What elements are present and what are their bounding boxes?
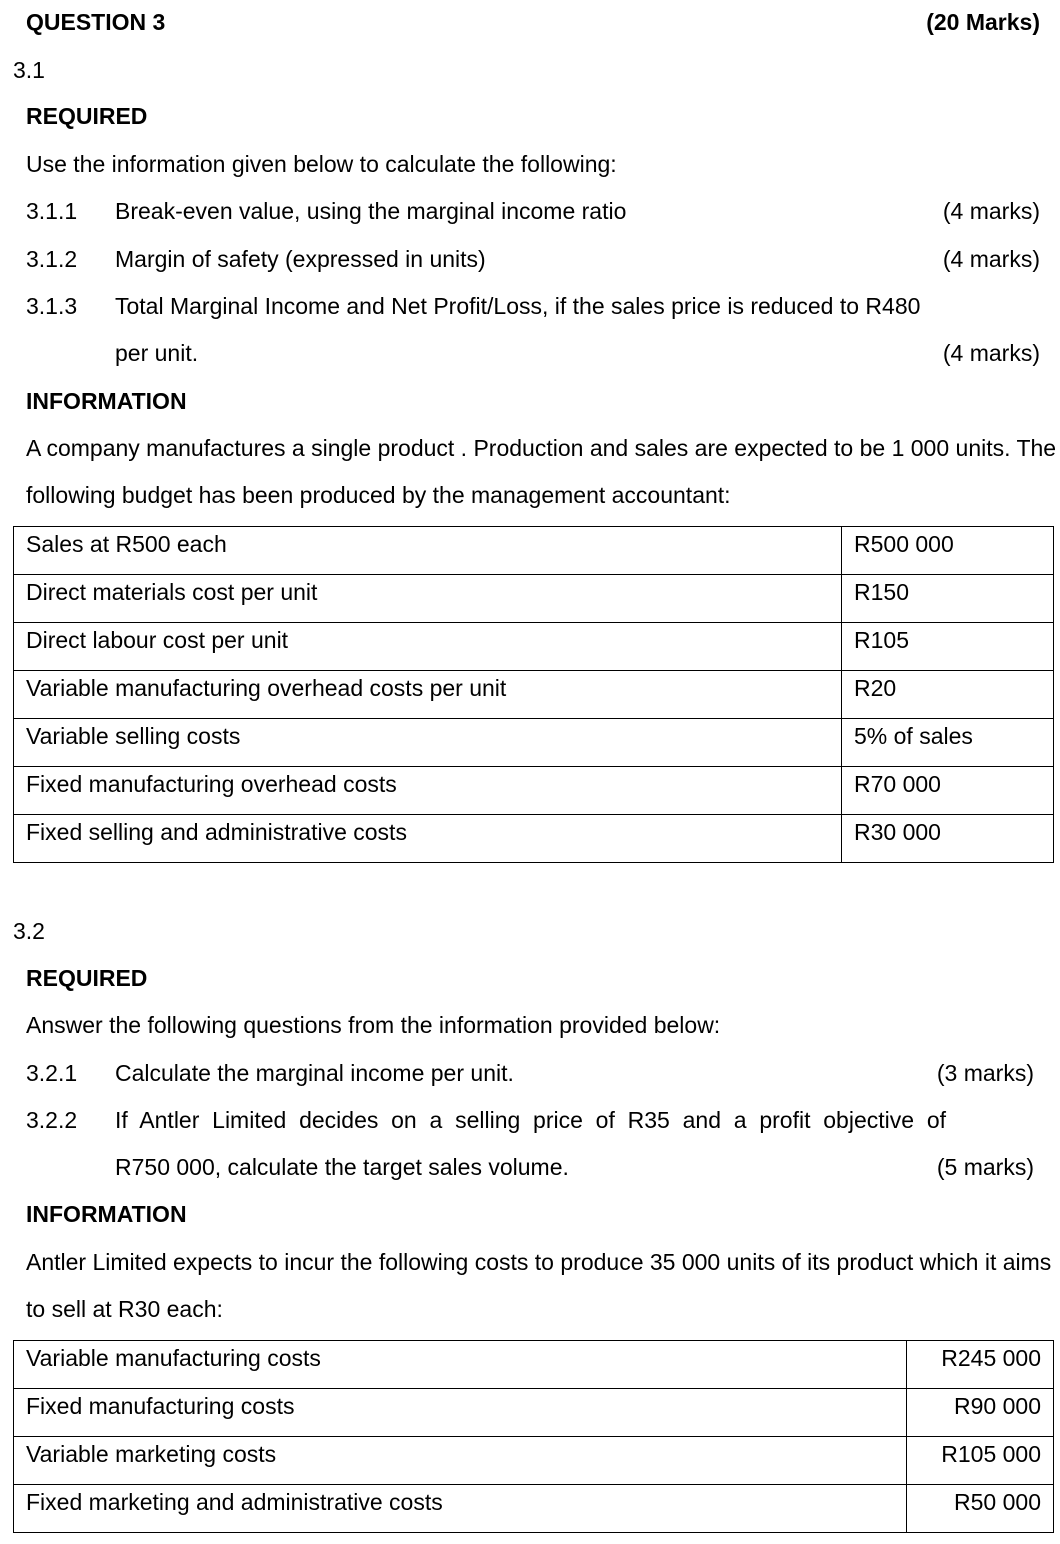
item-number: 3.2.1 — [26, 1060, 78, 1086]
information-text-line: A company manufactures a single product . Production and sales are expected to be 1 000 units. The — [26, 435, 1057, 461]
table-cell-value: 5% of sales — [842, 719, 1054, 767]
table-cell-value: R105 — [842, 623, 1054, 671]
item-text-continued: R750 000, calculate the target sales volume. — [115, 1154, 569, 1180]
table-cell-value: R245 000 — [907, 1341, 1054, 1389]
table-row — [14, 1389, 1054, 1437]
table-cell-value: R500 000 — [842, 527, 1054, 575]
table-cell-value: R105 000 — [907, 1437, 1054, 1485]
table-row — [14, 1341, 1054, 1389]
table-row — [14, 815, 1054, 863]
table-row — [14, 1485, 1054, 1533]
table-row — [14, 575, 1054, 623]
table-cell-label: Direct labour cost per unit — [14, 623, 842, 671]
table-cell-label: Variable marketing costs — [14, 1437, 907, 1485]
intro-3-1: Use the information given below to calculate the following: — [26, 151, 617, 177]
table-row — [14, 767, 1054, 815]
item-number: 3.2.2 — [26, 1107, 78, 1133]
table-row — [14, 671, 1054, 719]
item-text: Break-even value, using the marginal income ratio — [115, 198, 627, 224]
table-cell-value: R70 000 — [842, 767, 1054, 815]
information-text-line: Antler Limited expects to incur the following costs to produce 35 000 units of its product which it aims — [26, 1249, 1052, 1275]
information-heading-3-2: INFORMATION — [26, 1201, 187, 1227]
section-number-3-2: 3.2 — [13, 918, 45, 944]
item-number: 3.1.3 — [26, 293, 78, 319]
item-marks: (4 marks) — [942, 340, 1040, 366]
question-title: QUESTION 3 — [26, 9, 166, 35]
table-row — [14, 719, 1054, 767]
table-cell-label: Sales at R500 each — [14, 527, 842, 575]
item-text: Margin of safety (expressed in units) — [115, 246, 486, 272]
item-text-continued: per unit. — [115, 340, 199, 366]
item-number: 3.1.1 — [26, 198, 78, 224]
costs-table-3-2 — [13, 1340, 1054, 1533]
section-number-3-1: 3.1 — [13, 57, 45, 83]
information-text-line: to sell at R30 each: — [26, 1296, 223, 1322]
item-text: Calculate the marginal income per unit. — [115, 1060, 514, 1086]
table-cell-value: R150 — [842, 575, 1054, 623]
table-cell-label: Direct materials cost per unit — [14, 575, 842, 623]
information-text-line: following budget has been produced by the management accountant: — [26, 482, 731, 508]
table-cell-label: Variable manufacturing costs — [14, 1341, 907, 1389]
total-marks: (20 Marks) — [926, 9, 1040, 35]
table-row — [14, 1437, 1054, 1485]
item-number: 3.1.2 — [26, 246, 78, 272]
table-cell-label: Variable manufacturing overhead costs per unit — [14, 671, 842, 719]
table-cell-value: R50 000 — [907, 1485, 1054, 1533]
table-cell-label: Fixed marketing and administrative costs — [14, 1485, 907, 1533]
table-cell-value: R30 000 — [842, 815, 1054, 863]
table-cell-value: R90 000 — [907, 1389, 1054, 1437]
table-row — [14, 623, 1054, 671]
item-marks: (3 marks) — [936, 1060, 1034, 1086]
table-cell-value: R20 — [842, 671, 1054, 719]
required-heading-3-1: REQUIRED — [26, 103, 148, 129]
item-text: Total Marginal Income and Net Profit/Loss, if the sales price is reduced to R480 — [115, 293, 921, 319]
budget-table-3-1 — [13, 526, 1054, 863]
item-marks: (4 marks) — [942, 198, 1040, 224]
table-cell-label: Fixed manufacturing costs — [14, 1389, 907, 1437]
table-cell-label: Fixed selling and administrative costs — [14, 815, 842, 863]
intro-3-2: Answer the following questions from the information provided below: — [26, 1012, 721, 1038]
item-marks: (4 marks) — [942, 246, 1040, 272]
table-cell-label: Fixed manufacturing overhead costs — [14, 767, 842, 815]
table-row — [14, 527, 1054, 575]
table-cell-label: Variable selling costs — [14, 719, 842, 767]
information-heading-3-1: INFORMATION — [26, 388, 187, 414]
item-marks: (5 marks) — [936, 1154, 1034, 1180]
item-text: If Antler Limited decides on a selling price of R35 and a profit objective of — [115, 1107, 946, 1133]
required-heading-3-2: REQUIRED — [26, 965, 148, 991]
